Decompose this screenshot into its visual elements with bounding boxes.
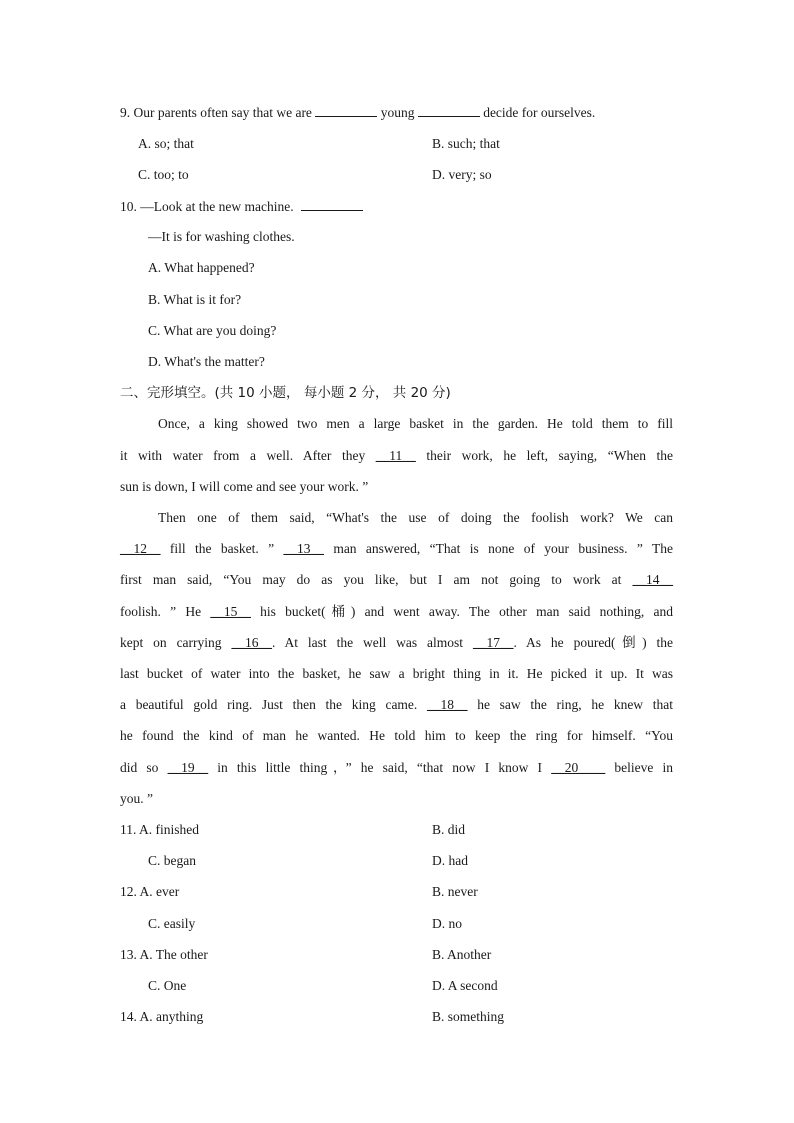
passage-text: did so (120, 760, 159, 775)
passage-text: their work, he left, saying, “When the (426, 448, 673, 463)
passage-line (120, 571, 673, 589)
passage-text: in this little thing，” he said, “that now I know I (217, 760, 543, 775)
q12-option-c: C. easily (148, 916, 196, 931)
q9-option-a: A. so; that (138, 136, 194, 151)
q14-option-b: B. something (432, 1009, 505, 1024)
q12-option-a: 12. A. ever (120, 884, 180, 899)
passage-line: last bucket of water into the basket, he saw a bright thing in it. He picked it up. It was (120, 666, 673, 681)
passage-text: he saw the ring, he knew that (477, 697, 674, 712)
passage-line: Once, a king showed two men a large basket in the garden. He told them to fill (158, 416, 673, 431)
blank-16: __16__ (231, 635, 272, 650)
passage-line: Then one of them said, “What's the use of doing the foolish work? We can (158, 510, 673, 525)
q14-option-a: 14. A. anything (120, 1009, 204, 1024)
passage-text: a beautiful gold ring. Just then the king came. (120, 697, 418, 712)
q10-option-d: D. What's the matter? (148, 354, 265, 369)
q9-option-b: B. such; that (432, 136, 500, 151)
q11-option-a: 11. A. finished (120, 822, 199, 837)
passage-line: you. ” (120, 791, 153, 806)
passage-line: sun is down, I will come and see your work. ” (120, 479, 369, 494)
q10-reply: —It is for washing clothes. (148, 229, 295, 244)
q10-option-b: B. What is it for? (148, 292, 242, 307)
q11-option-d: D. had (432, 853, 468, 868)
blank-15: __15__ (210, 604, 251, 619)
passage-text: fill the basket. ” (169, 541, 275, 556)
passage-text: . At last the well was almost (271, 635, 464, 650)
passage-text: . As he poured(倒) the (513, 635, 674, 650)
passage-line (120, 696, 673, 714)
q9-stem-part: decide for ourselves. (483, 105, 596, 120)
passage-text: believe in (614, 760, 674, 775)
q9-option-c: C. too; to (138, 167, 189, 182)
q13-option-d: D. A second (432, 978, 498, 993)
passage-line: he found the kind of man he wanted. He told him to keep the ring for himself. “You (120, 728, 673, 743)
passage-line (120, 603, 673, 621)
q13-option-b: B. Another (432, 947, 492, 962)
q12-option-d: D. no (432, 916, 462, 931)
question-10-stem (120, 197, 363, 216)
passage-line (120, 759, 673, 777)
passage-line (120, 447, 673, 465)
q10-option-a: A. What happened? (148, 260, 255, 275)
passage-text: it with water from a well. After they (120, 448, 366, 463)
blank-18: __18__ (427, 697, 468, 712)
blank-17: __17__ (472, 635, 514, 650)
passage-text: foolish. ” He (120, 604, 202, 619)
answer-blank (301, 197, 363, 211)
blank-13: __13__ (283, 541, 324, 556)
blank-20: __20____ (551, 760, 606, 775)
q13-option-c: C. One (148, 978, 187, 993)
section-heading: 二、完形填空。(共 10 小题， 每小题 2 分， 共 20 分) (120, 385, 451, 401)
passage-line (120, 540, 673, 558)
q11-option-b: B. did (432, 822, 466, 837)
answer-blank (418, 103, 480, 117)
q11-option-c: C. began (148, 853, 196, 868)
blank-11: __11__ (375, 448, 416, 463)
blank-19: __19__ (167, 760, 209, 775)
blank-14: __14__ (632, 572, 674, 587)
passage-text: his bucket(桶) and went away. The other man said nothing, and (260, 604, 674, 619)
blank-12: __12__ (120, 541, 161, 556)
q13-option-a: 13. A. The other (120, 947, 208, 962)
passage-text: man answered, “That is none of your business. ” The (333, 541, 674, 556)
q10-option-c: C. What are you doing? (148, 323, 277, 338)
passage-line (120, 634, 673, 652)
passage-text: first man said, “You may do as you like, but I am not going to work at (120, 572, 622, 587)
passage-text: kept on carrying (120, 635, 222, 650)
q9-option-d: D. very; so (432, 167, 492, 182)
answer-blank (315, 103, 377, 117)
q9-stem-part: 9. Our parents often say that we are (120, 105, 312, 120)
q12-option-b: B. never (432, 884, 478, 899)
q10-stem-text: 10. —Look at the new machine. (120, 199, 294, 214)
q9-stem-part: young (380, 105, 415, 120)
question-9-stem (120, 103, 595, 122)
